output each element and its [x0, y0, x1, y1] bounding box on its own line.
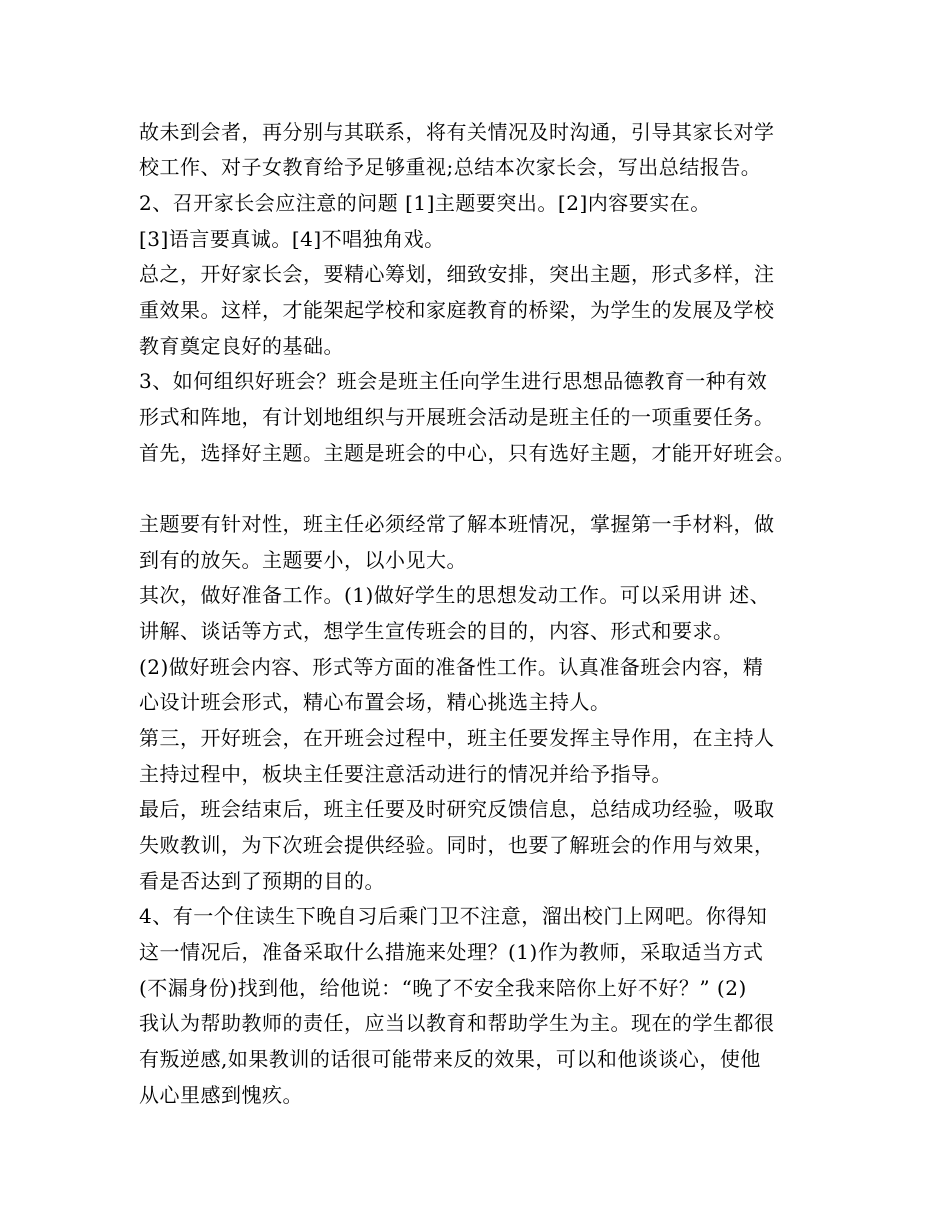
text-line: 心设计班会形式，精心布置会场，精心挑选主持人。	[139, 690, 611, 714]
text-line: 首先，选择好主题。主题是班会的中心，只有选好主题，才能开好班会。	[139, 441, 795, 465]
text-line: 有叛逆感,如果教训的话很可能带来反的效果，可以和他谈谈心，使他	[139, 1047, 761, 1071]
text-line: 形式和阵地，有计划地组织与开展班会活动是班主任的一项重要任务。	[139, 405, 775, 429]
text-line: 重效果。这样，才能架起学校和家庭教育的桥梁，为学生的发展及学校	[139, 298, 775, 322]
text-line: 4、有一个住读生下晚自习后乘门卫不注意，溜出校门上网吧。你得知	[139, 904, 768, 928]
text-line: (2)做好班会内容、形式等方面的准备性工作。认真准备班会内容，精	[139, 655, 764, 679]
text-line: [3]语言要真诚。[4]不唱独角戏。	[139, 227, 445, 251]
text-line: 校工作、对子女教育给予足够重视;总结本次家长会，写出总结报告。	[139, 155, 762, 179]
text-line: 第三，开好班会，在开班会过程中，班主任要发挥主导作用，在主持人	[139, 726, 775, 750]
text-line: (不漏身份)找到他，给他说：“晚了不安全我来陪你上好不好？” (2)	[139, 976, 747, 1000]
text-line: 教育奠定良好的基础。	[139, 334, 344, 358]
text-line: 其次，做好准备工作。(1)做好学生的思想发动工作。可以采用讲 述、	[139, 583, 771, 607]
text-line: 讲解、谈话等方式，想学生宣传班会的目的，内容、形式和要求。	[139, 619, 734, 643]
text-line: 到有的放矢。主题要小，以小见大。	[139, 548, 467, 572]
text-line: 从心里感到愧疚。	[139, 1083, 303, 1107]
text-line: 我认为帮助教师的责任，应当以教育和帮助学生为主。现在的学生都很	[139, 1011, 775, 1035]
text-line: 看是否达到了预期的目的。	[139, 869, 385, 893]
text-line: 最后，班会结束后，班主任要及时研究反馈信息，总结成功经验，吸取	[139, 797, 775, 821]
text-line: 这一情况后，准备采取什么措施来处理？(1)作为教师，采取适当方式	[139, 940, 764, 964]
text-line: 主持过程中，板块主任要注意活动进行的情况并给予指导。	[139, 762, 672, 786]
text-line: 2、召开家长会应注意的问题 [1]主题要突出。[2]内容要实在。	[139, 191, 711, 215]
text-line: 3、如何组织好班会？班会是班主任向学生进行思想品德教育一种有效	[139, 369, 768, 393]
text-line: 总之，开好家长会，要精心筹划，细致安排，突出主题，形式多样，注	[139, 262, 775, 286]
text-line: 失败教训，为下次班会提供经验。同时，也要了解班会的作用与效果，	[139, 833, 775, 857]
text-line: 主题要有针对性，班主任必须经常了解本班情况，掌握第一手材料，做	[139, 512, 775, 536]
text-line: 故未到会者，再分别与其联系，将有关情况及时沟通，引导其家长对学	[139, 120, 775, 144]
